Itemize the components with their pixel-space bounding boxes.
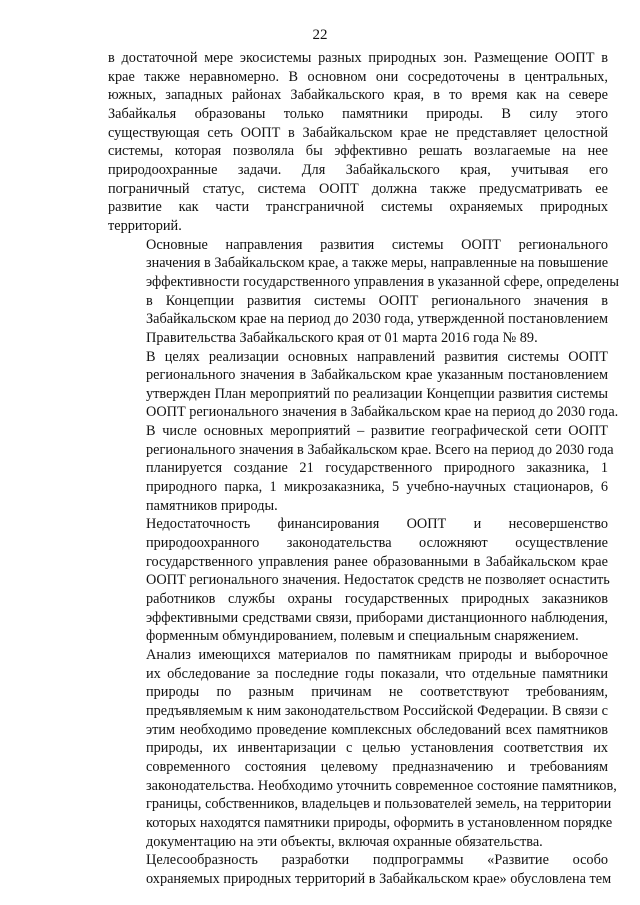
text-line: эффективными средствами связи, приборами дистанционного наблюдения, — [146, 609, 608, 626]
text-line: работников службы охраны государственных природных заказников — [146, 591, 608, 608]
text-line: В целях реализации основных направлений развития системы ООПТ — [146, 348, 608, 365]
text-line: регионального значения в Забайкальском крае. Всего на период до 2030 года — [146, 441, 614, 458]
text-line: которых находятся памятники природы, оформить в установленном порядке — [146, 814, 613, 831]
paragraph-action-plan — [108, 348, 619, 516]
text-line: системы, которая позволяла бы эффективно решать возлагаемые на нее — [108, 143, 608, 160]
text-line: Анализ имеющихся материалов по памятникам природы и выборочное — [146, 647, 608, 663]
text-line: южных, западных районах Забайкальского края, в то время как на севере — [108, 87, 608, 104]
text-line: Целесообразность разработки подпрограммы «Развитие особо — [146, 852, 608, 869]
text-line: территорий. — [108, 217, 182, 234]
text-line: природы, их инвентаризации с целью установления соответствия их — [146, 740, 608, 757]
text-line: природоохранные задачи. Для Забайкальского края, учитывая его — [108, 161, 608, 178]
text-line: границы, собственников, владельцев и пользователей земель, на территории — [146, 796, 612, 813]
document-body — [108, 49, 619, 889]
text-line: законодательства. Необходимо уточнить современное состояние памятников, — [146, 777, 617, 794]
text-line: современного состояния целевому предназначению и требованиям — [146, 758, 608, 775]
text-line: Правительства Забайкальского края от 01 марта 2016 года № 89. — [146, 329, 538, 346]
text-line: утвержден План мероприятий по реализации Концепции развития системы — [146, 385, 608, 402]
text-line: природного парка, 1 микрозаказника, 5 учебно-научных стационаров, 6 — [146, 479, 608, 496]
text-line: в Концепции развития системы ООПТ регионального значения в — [146, 292, 608, 309]
page-number: 22 — [312, 27, 328, 43]
text-line: в достаточной мере экосистемы разных природных зон. Размещение ООПТ в — [108, 50, 608, 66]
paragraph-insufficient-funding — [108, 515, 608, 646]
text-line: эффективности государственного управления в указанной сфере, определены — [146, 273, 619, 290]
text-line: памятников природы. — [146, 497, 278, 514]
text-line: государственного управления ранее образованными в Забайкальском крае — [146, 553, 608, 570]
text-line: природы по разным причинам не соответствуют требованиям, — [146, 684, 608, 701]
text-line: развитие как части трансграничной системы охраняемых природных — [108, 199, 608, 216]
text-line: охраняемых природных территорий в Забайкальском крае» обусловлена тем — [146, 870, 612, 887]
paragraph-main-directions — [108, 236, 619, 348]
text-line: Забайкалья образованы только памятники природы. В силу этого — [108, 105, 608, 122]
paragraph-subprogram-rationale — [108, 851, 612, 888]
text-line: ООПТ регионального значения. Недостаток средств не позволяет оснастить — [146, 572, 610, 589]
text-line: существующая сеть ООПТ в Забайкальском крае не представляет целостной — [108, 124, 608, 141]
text-line: форменным обмундированием, полевым и специальным снаряжением. — [146, 628, 579, 645]
text-line: этим необходимо проведение комплексных обследований всех памятников — [146, 721, 608, 738]
text-line: документацию на эти объекты, включая охранные обязательства. — [146, 833, 543, 850]
text-line: пограничный статус, система ООПТ должна также предусматривать ее — [108, 180, 608, 197]
text-line: В числе основных мероприятий – развитие географической сети ООПТ — [146, 423, 608, 440]
text-line: регионального значения в Забайкальском крае указанным постановлением — [146, 367, 608, 384]
text-line: крае также неравномерно. В основном они сосредоточены в центральных, — [108, 68, 608, 85]
text-line: природоохранного законодательства осложняют осуществление — [146, 535, 608, 552]
text-line: Забайкальском крае на период до 2030 года, утвержденной постановлением — [146, 311, 608, 328]
text-line: Основные направления развития системы ООПТ регионального — [146, 236, 608, 253]
text-line: ООПТ регионального значения в Забайкальском крае на период до 2030 года. — [146, 404, 619, 421]
paragraph-oopt-placement — [108, 49, 608, 236]
paragraph-nature-monuments-analysis — [108, 646, 617, 851]
text-line: планируется создание 21 государственного природного заказника, 1 — [146, 460, 608, 477]
text-line: Недостаточность финансирования ООПТ и несовершенство — [146, 516, 608, 533]
text-line: значения в Забайкальском крае, а также меры, направленные на повышение — [146, 255, 609, 272]
text-line: предъявляемым к ним законодательством Российской Федерации. В связи с — [146, 702, 608, 719]
text-line: их обследование за последние годы показали, что отдельные памятники — [146, 665, 608, 682]
